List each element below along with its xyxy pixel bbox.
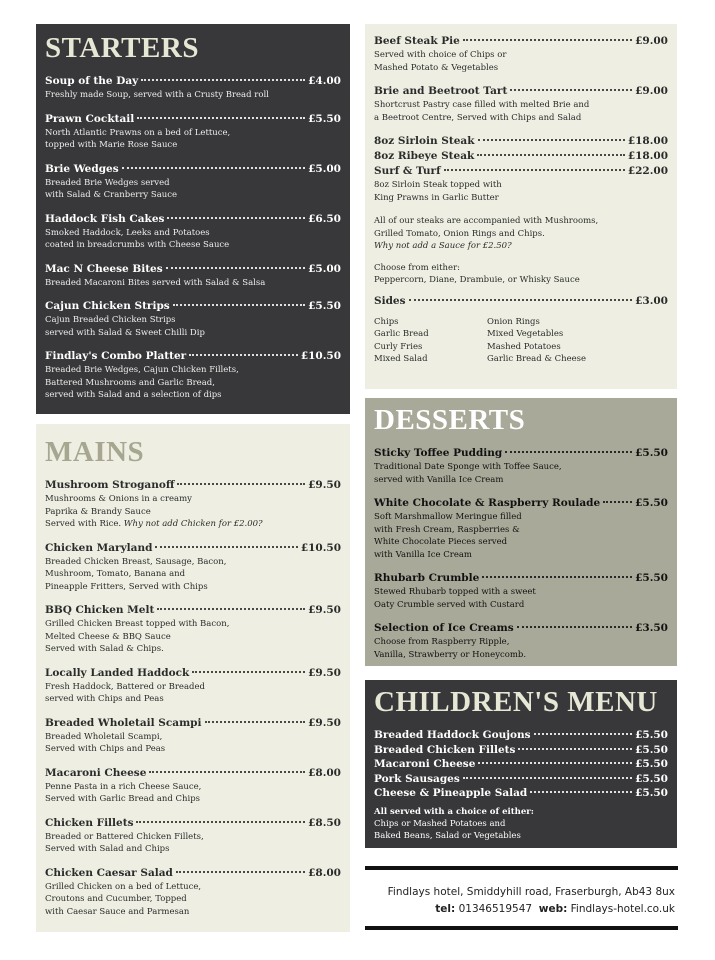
desc-line: Croutons and Cucumber, Topped xyxy=(45,894,187,904)
menu-item-row xyxy=(374,35,668,48)
desc-line: Mushroom, Tomato, Banana and xyxy=(45,569,186,579)
menu-item-row xyxy=(374,85,668,98)
leader-dots xyxy=(167,217,305,219)
leader-dots xyxy=(477,154,625,156)
menu-item-price: £5.50 xyxy=(635,772,668,785)
side-option: Mixed Salad xyxy=(374,354,428,364)
leader-dots xyxy=(177,483,305,485)
menu-item-price: £9.50 xyxy=(308,479,341,491)
childrens-note-line: Chips or Mashed Potatoes and xyxy=(374,818,506,829)
steak-price: £22.00 xyxy=(627,165,668,177)
menu-item-price: £5.50 xyxy=(635,497,668,509)
childrens-note-title: All served with a choice of either: xyxy=(374,806,534,817)
desc-line: Shortcrust Pastry case filled with melted Brie and xyxy=(374,100,590,110)
menu-item-name: Pork Sausages xyxy=(374,772,460,785)
menu-item-price: £5.50 xyxy=(635,743,668,756)
grills-panel xyxy=(365,24,677,389)
steak-name: Surf & Turf xyxy=(374,165,441,177)
starters-panel xyxy=(36,24,350,414)
menu-item-description xyxy=(45,618,341,656)
menu-item-name: Mac N Cheese Bites xyxy=(45,262,163,275)
menu-item-name: White Chocolate & Raspberry Roulade xyxy=(374,497,601,509)
menu-item-name: Selection of Ice Creams xyxy=(374,622,514,634)
menu-item-row xyxy=(45,867,341,880)
menu-item-row xyxy=(374,447,668,460)
menu-item-description xyxy=(374,511,668,561)
leader-dots xyxy=(409,299,633,301)
sauce-list: Peppercorn, Diane, Drambuie, or Whisky Sauce xyxy=(374,275,580,285)
menu-item-row xyxy=(374,572,668,585)
menu-item-name: Locally Landed Haddock xyxy=(45,666,190,679)
sauce-choices xyxy=(374,262,668,287)
desc-line: Breaded or Battered Chicken Fillets, xyxy=(45,831,204,842)
menu-item-row xyxy=(45,75,341,88)
desc-line: Served with Chips and Peas xyxy=(45,744,166,754)
leader-dots xyxy=(157,608,305,610)
desc-line: Grilled Chicken Breast topped with Bacon, xyxy=(45,619,230,629)
menu-item xyxy=(374,85,668,124)
menu-item-description xyxy=(45,177,341,202)
side-option: Onion Rings xyxy=(487,316,540,327)
menu-item-name: Brie and Beetroot Tart xyxy=(374,85,508,97)
tel-label: tel: xyxy=(435,903,456,915)
menu-item-description xyxy=(374,461,668,486)
menu-item-price: £5.50 xyxy=(308,300,341,312)
desc-line: 8oz Sirloin Steak topped with xyxy=(374,180,502,190)
menu-item-name: Soup of the Day xyxy=(45,75,139,87)
menu-item-price: £5.50 xyxy=(308,112,341,125)
menu-item xyxy=(45,263,341,290)
menu-item xyxy=(374,729,668,743)
menu-item-price: £5.00 xyxy=(308,162,341,175)
grills-list xyxy=(374,35,668,124)
menu-item xyxy=(374,773,668,787)
desc-text: Served with Rice. xyxy=(45,519,124,529)
menu-item-description xyxy=(45,493,341,531)
steak-row xyxy=(374,135,668,148)
menu-item-description xyxy=(45,831,341,856)
desserts-heading: DESSERTS xyxy=(374,404,526,436)
menu-item-name: Brie Wedges xyxy=(45,162,119,175)
menu-item xyxy=(374,35,668,74)
menu-item-name: Cheese & Pineapple Salad xyxy=(374,787,528,799)
menu-item-price: £8.50 xyxy=(308,816,341,829)
leader-dots xyxy=(173,304,305,306)
leader-dots xyxy=(530,791,632,793)
desc-line: Freshly made Soup, served with a Crusty Bread roll xyxy=(45,90,269,100)
menu-item-name: Beef Steak Pie xyxy=(374,35,460,47)
menu-item-name: Findlay's Combo Platter xyxy=(45,350,187,362)
mains-heading: MAINS xyxy=(45,436,145,468)
steak-price: £18.00 xyxy=(627,135,668,147)
desc-line: Smoked Haddock, Leeks and Potatoes xyxy=(45,227,210,238)
desc-line: Served with choice of Chips or xyxy=(374,50,507,60)
leader-dots xyxy=(505,451,632,453)
menu-item-price: £5.50 xyxy=(635,572,668,584)
menu-item-name: Chicken Fillets xyxy=(45,816,134,829)
childrens-note-line: Baked Beans, Salad or Vegetables xyxy=(374,831,521,841)
menu-item-description xyxy=(374,636,668,661)
menu-item-description xyxy=(374,99,668,124)
menu-item-name: Breaded Haddock Goujons xyxy=(374,729,531,741)
desc-line: Breaded Chicken Breast, Sausage, Bacon, xyxy=(45,556,227,567)
menu-item xyxy=(45,350,341,402)
menu-item xyxy=(374,787,668,801)
menu-item-row xyxy=(45,604,341,617)
sides-grid xyxy=(374,316,668,366)
menu-item xyxy=(45,767,341,806)
desc-line: Fresh Haddock, Battered or Breaded xyxy=(45,681,205,692)
sides-section xyxy=(374,295,668,366)
desserts-list xyxy=(374,447,668,661)
steak-note-line: Grilled Tomato, Onion Rings and Chips. xyxy=(374,228,545,239)
menu-item-row xyxy=(374,773,668,787)
menu-item-description xyxy=(45,681,341,706)
side-option: Mashed Potatoes xyxy=(487,341,561,352)
menu-item-price: £8.00 xyxy=(308,766,341,779)
leader-dots xyxy=(166,267,305,269)
desc-line: Mashed Potato & Vegetables xyxy=(374,62,499,73)
side-option: Curly Fries xyxy=(374,341,423,352)
steak-row xyxy=(374,165,668,178)
menu-item-row xyxy=(45,479,341,492)
leader-dots xyxy=(603,501,632,503)
menu-item-price: £9.50 xyxy=(308,716,341,729)
desc-line: Served with Salad & Chips. xyxy=(45,644,164,654)
desc-line: Breaded Wholetail Scampi, xyxy=(45,731,163,742)
leader-dots xyxy=(141,79,305,81)
desc-line: Choose from Raspberry Ripple, xyxy=(374,637,510,647)
steak-name: 8oz Sirloin Steak xyxy=(374,135,475,147)
desc-line: Oaty Crumble served with Custard xyxy=(374,599,525,610)
sauce-intro: Choose from either: xyxy=(374,262,460,273)
steak-row xyxy=(374,150,668,163)
menu-item-description xyxy=(374,49,668,74)
steak-note xyxy=(374,215,668,253)
steaks-list xyxy=(374,135,668,204)
menu-item-price: £3.50 xyxy=(635,622,668,634)
childrens-list xyxy=(374,729,668,801)
desc-line: served with Vanilla Ice Cream xyxy=(374,474,504,485)
leader-dots xyxy=(189,354,298,356)
menu-item xyxy=(45,213,341,252)
web-link[interactable]: Findlays-hotel.co.uk xyxy=(570,903,675,915)
menu-item xyxy=(374,447,668,486)
leader-dots xyxy=(510,89,632,91)
desc-line: Soft Marshmallow Meringue filled xyxy=(374,512,522,522)
desc-italic-offer: Why not add Chicken for £2.00? xyxy=(123,519,263,529)
menu-item-price: £9.00 xyxy=(635,85,668,97)
leader-dots xyxy=(518,748,632,750)
menu-item xyxy=(45,113,341,152)
childrens-heading: CHILDREN'S MENU xyxy=(374,686,658,718)
menu-item-row xyxy=(374,787,668,801)
side-option: Garlic Bread & Cheese xyxy=(487,354,587,364)
leader-dots xyxy=(192,671,305,673)
mains-list xyxy=(45,479,341,918)
menu-item-price: £5.50 xyxy=(635,447,668,459)
leader-dots xyxy=(463,39,632,41)
leader-dots xyxy=(534,733,633,735)
menu-item xyxy=(45,163,341,202)
menu-item-name: Mushroom Stroganoff xyxy=(45,479,175,491)
desc-line: Paprika & Brandy Sauce xyxy=(45,506,151,517)
menu-item-price: £5.50 xyxy=(635,787,668,799)
menu-item-row xyxy=(45,113,341,126)
menu-item-description xyxy=(45,314,341,339)
desc-line: served with Salad and a selection of dips xyxy=(45,390,222,400)
menu-item-price: £9.00 xyxy=(635,35,668,47)
desc-line: Grilled Chicken on a bed of Lettuce, xyxy=(45,881,202,892)
menu-item-row xyxy=(374,622,668,635)
desc-line: Mushrooms & Onions in a creamy xyxy=(45,494,192,504)
menu-item xyxy=(45,75,341,102)
leader-dots xyxy=(482,576,632,578)
leader-dots xyxy=(478,762,632,764)
menu-item-name: Macaroni Cheese xyxy=(374,758,476,770)
starters-heading: STARTERS xyxy=(45,32,199,64)
menu-item xyxy=(374,744,668,758)
steak-note-line: All of our steaks are accompanied with Mushrooms, xyxy=(374,216,599,226)
side-option: Mixed Vegetables xyxy=(487,329,564,339)
leader-dots xyxy=(149,771,305,773)
menu-item-name: Chicken Caesar Salad xyxy=(45,866,173,879)
menu-item xyxy=(374,497,668,561)
sides-row xyxy=(374,295,668,308)
desc-line: Cajun Breaded Chicken Strips xyxy=(45,315,176,325)
leader-dots xyxy=(205,721,306,723)
desc-line: with Fresh Cream, Raspberries & xyxy=(374,524,520,535)
menu-item xyxy=(45,604,341,656)
menu-item-description xyxy=(45,89,341,102)
desserts-panel xyxy=(365,398,677,666)
menu-item xyxy=(45,817,341,856)
desc-line: Traditional Date Sponge with Toffee Sauce, xyxy=(374,462,562,472)
desc-line: Breaded Macaroni Bites served with Salad & Salsa xyxy=(45,277,266,288)
menu-item-description xyxy=(45,556,341,594)
menu-item xyxy=(374,758,668,772)
leader-dots xyxy=(136,821,305,823)
menu-item-row xyxy=(45,542,341,555)
footer-bottom-rule xyxy=(365,926,678,930)
menu-item xyxy=(45,667,341,706)
menu-item-description xyxy=(45,127,341,152)
desc-line: with Salad & Cranberry Sauce xyxy=(45,190,178,200)
steak-price: £18.00 xyxy=(627,150,668,162)
desc-line: Battered Mushrooms and Garlic Bread, xyxy=(45,377,215,388)
menu-item-price: £10.50 xyxy=(300,350,341,362)
tel-number[interactable]: 01346519547 xyxy=(458,903,533,915)
menu-item-name: Cajun Chicken Strips xyxy=(45,300,170,312)
desc-line: Breaded Brie Wedges, Cajun Chicken Fillets, xyxy=(45,365,239,375)
leader-dots xyxy=(155,546,297,548)
menu-item-row xyxy=(374,758,668,772)
desc-line: Melted Cheese & BBQ Sauce xyxy=(45,631,171,642)
menu-item-row xyxy=(45,350,341,363)
desc-line: served with Salad & Sweet Chilli Dip xyxy=(45,327,205,338)
menu-item xyxy=(45,717,341,756)
menu-item-price: £4.00 xyxy=(308,75,341,87)
starters-list xyxy=(45,75,341,402)
sauce-offer: Why not add a Sauce for £2.50? xyxy=(374,241,512,251)
childrens-panel xyxy=(365,680,677,848)
menu-item xyxy=(374,572,668,611)
childrens-note xyxy=(374,818,668,843)
menu-item-price: £5.50 xyxy=(635,758,668,770)
footer-address: Findlays hotel, Smiddyhill road, Fraserburgh, Ab43 8ux xyxy=(387,886,675,898)
desc-line: Served with Salad and Chips xyxy=(45,844,170,854)
menu-item xyxy=(45,867,341,919)
desc-line: with Caesar Sauce and Parmesan xyxy=(45,906,190,917)
side-option: Chips xyxy=(374,316,399,327)
leader-dots xyxy=(517,626,632,628)
leader-dots xyxy=(463,777,632,779)
footer-contact xyxy=(365,902,675,916)
desc-line: Served with Garlic Bread and Chips xyxy=(45,794,201,804)
menu-item xyxy=(45,300,341,339)
menu-item-row xyxy=(45,667,341,680)
sides-name: Sides xyxy=(374,294,406,307)
desc-line: King Prawns in Garlic Butter xyxy=(374,192,499,203)
desc-line: Stewed Rhubarb topped with a sweet xyxy=(374,587,536,597)
menu-item-description xyxy=(45,227,341,252)
menu-item-name: Macaroni Cheese xyxy=(45,766,147,779)
desc-line: coated in breadcrumbs with Cheese Sauce xyxy=(45,240,230,250)
menu-item-name: BBQ Chicken Melt xyxy=(45,604,155,616)
menu-item-row xyxy=(45,817,341,830)
menu-item xyxy=(374,622,668,661)
menu-item-row xyxy=(374,497,668,510)
menu-item-row xyxy=(45,717,341,730)
desc-line: North Atlantic Prawns on a bed of Lettuce, xyxy=(45,127,231,138)
leader-dots xyxy=(137,117,305,119)
mains-panel xyxy=(36,424,350,932)
sides-price: £3.00 xyxy=(635,294,668,307)
menu-item-row xyxy=(45,300,341,313)
footer-top-rule xyxy=(365,866,678,870)
desc-line: Penne Pasta in a rich Cheese Sauce, xyxy=(45,781,202,792)
menu-item-row xyxy=(374,744,668,758)
leader-dots xyxy=(176,871,305,873)
leader-dots xyxy=(444,169,625,171)
web-label: web: xyxy=(538,903,568,915)
menu-item-name: Haddock Fish Cakes xyxy=(45,212,165,225)
menu-item-description xyxy=(45,364,341,402)
menu-item-name: Breaded Chicken Fillets xyxy=(374,743,516,756)
menu-item-name: Prawn Cocktail xyxy=(45,112,135,125)
menu-item-row xyxy=(45,163,341,176)
desc-line: Breaded Brie Wedges served xyxy=(45,177,170,188)
menu-item-description xyxy=(45,781,341,806)
menu-item-price: £5.00 xyxy=(308,262,341,275)
side-option: Garlic Bread xyxy=(374,329,429,339)
menu-item xyxy=(45,479,341,531)
desc-line: White Chocolate Pieces served xyxy=(374,537,508,547)
desc-line: a Beetroot Centre, Served with Chips and Salad xyxy=(374,112,582,123)
desc-line xyxy=(45,518,341,531)
desc-line: Vanilla, Strawberry or Honeycomb. xyxy=(374,649,527,660)
desc-line: Pineapple Fritters, Served with Chips xyxy=(45,581,208,592)
surf-turf-description xyxy=(374,179,668,204)
menu-item-row xyxy=(45,213,341,226)
menu-item-name: Chicken Maryland xyxy=(45,541,153,554)
menu-item xyxy=(45,542,341,594)
desc-line: served with Chips and Peas xyxy=(45,694,164,704)
menu-item-price: £9.50 xyxy=(308,604,341,616)
menu-item-row xyxy=(45,767,341,780)
menu-item-row xyxy=(374,729,668,743)
desc-line: topped with Marie Rose Sauce xyxy=(45,140,178,150)
menu-item-description xyxy=(45,277,341,290)
menu-item-row xyxy=(45,263,341,276)
leader-dots xyxy=(478,139,625,141)
desc-line: with Vanilla Ice Cream xyxy=(374,549,472,560)
menu-item-description xyxy=(45,881,341,919)
menu-item-name: Breaded Wholetail Scampi xyxy=(45,716,202,729)
menu-item-price: £6.50 xyxy=(308,212,341,225)
menu-item-description xyxy=(374,586,668,611)
menu-item-price: £9.50 xyxy=(308,666,341,679)
steak-name: 8oz Ribeye Steak xyxy=(374,150,475,162)
menu-item-name: Rhubarb Crumble xyxy=(374,572,480,584)
menu-item-price: £5.50 xyxy=(635,729,668,741)
menu-item-price: £10.50 xyxy=(300,541,341,554)
menu-item-description xyxy=(45,731,341,756)
menu-item-name: Sticky Toffee Pudding xyxy=(374,447,503,459)
menu-item-price: £8.00 xyxy=(308,866,341,879)
leader-dots xyxy=(122,167,305,169)
